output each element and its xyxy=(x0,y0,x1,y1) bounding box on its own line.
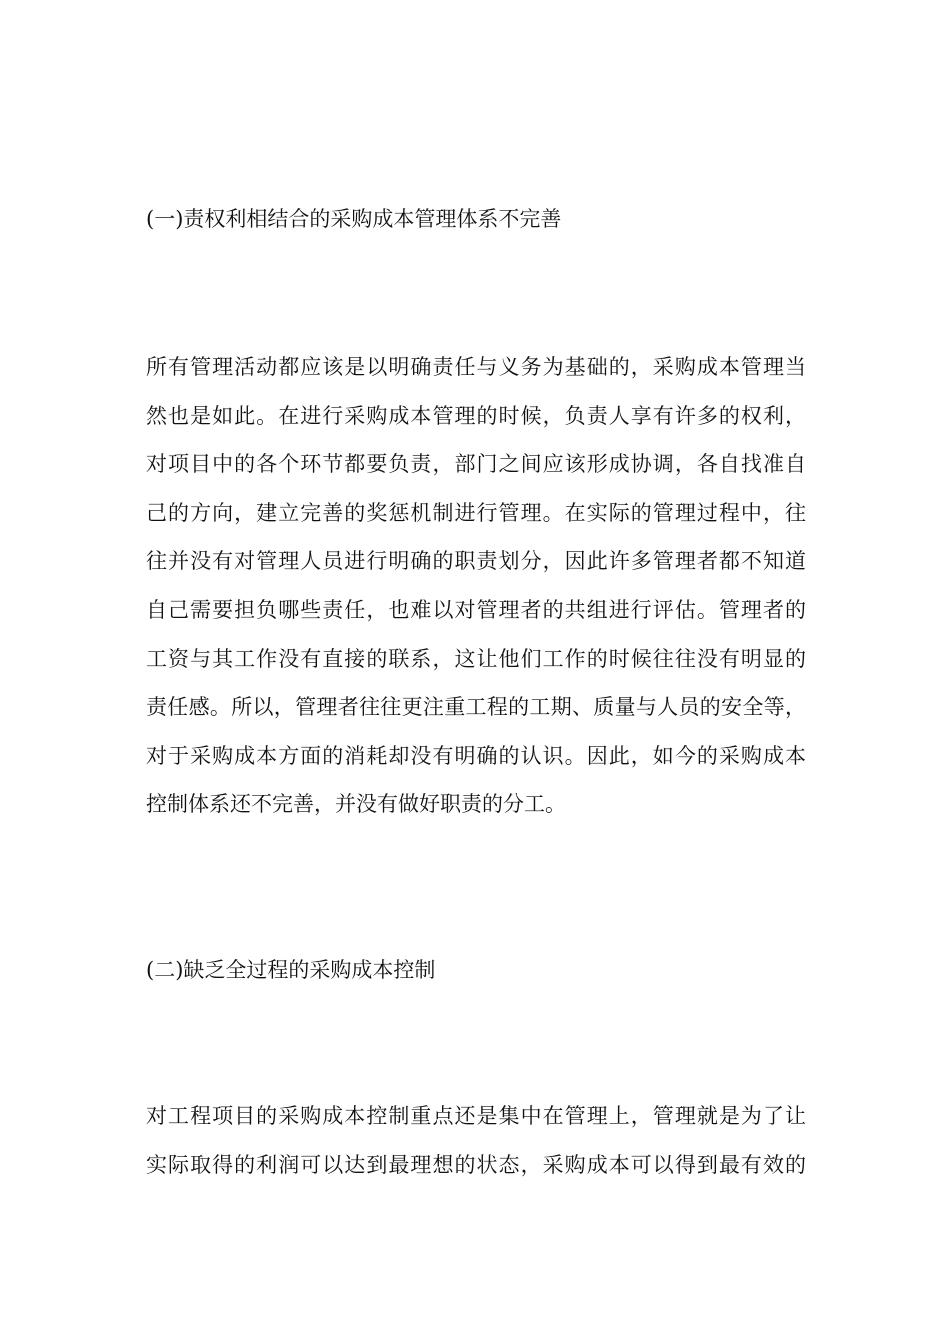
paragraph-line: 己的方向，建立完善的奖惩机制进行管理。在实际的管理过程中，往 xyxy=(146,500,806,525)
paragraph-line: 实际取得的利润可以达到最理想的状态，采购成本可以得到最有效的 xyxy=(146,1152,806,1177)
paragraph-line: 责任感。所以，管理者往往更注重工程的工期、质量与人员的安全等， xyxy=(146,695,806,720)
paragraph-line: 自己需要担负哪些责任，也难以对管理者的共组进行评估。管理者的 xyxy=(146,597,806,622)
paragraph-1 xyxy=(146,352,806,838)
paragraph-line: 工资与其工作没有直接的联系，这让他们工作的时候往往没有明显的 xyxy=(146,646,806,671)
paragraph-line: 所有管理活动都应该是以明确责任与义务为基础的，采购成本管理当 xyxy=(146,355,806,379)
paragraph-line: 控制体系还不完善，并没有做好职责的分工。 xyxy=(146,792,566,817)
section-heading-2: (二)缺乏全过程的采购成本控制 xyxy=(146,958,436,982)
section-heading-1: (一)责权利相结合的采购成本管理体系不完善 xyxy=(146,207,562,231)
paragraph-line: 对于采购成本方面的消耗却没有明确的认识。因此，如今的采购成本 xyxy=(146,743,806,768)
paragraph-line: 对工程项目的采购成本控制重点还是集中在管理上，管理就是为了让 xyxy=(146,1104,806,1128)
paragraph-2 xyxy=(146,1101,806,1198)
paragraph-line: 往并没有对管理人员进行明确的职责划分，因此许多管理者都不知道 xyxy=(146,549,806,574)
paragraph-line: 然也是如此。在进行采购成本管理的时候，负责人享有许多的权利， xyxy=(146,403,806,428)
paragraph-line: 对项目中的各个环节都要负责，部门之间应该形成协调，各自找准自 xyxy=(146,452,806,477)
